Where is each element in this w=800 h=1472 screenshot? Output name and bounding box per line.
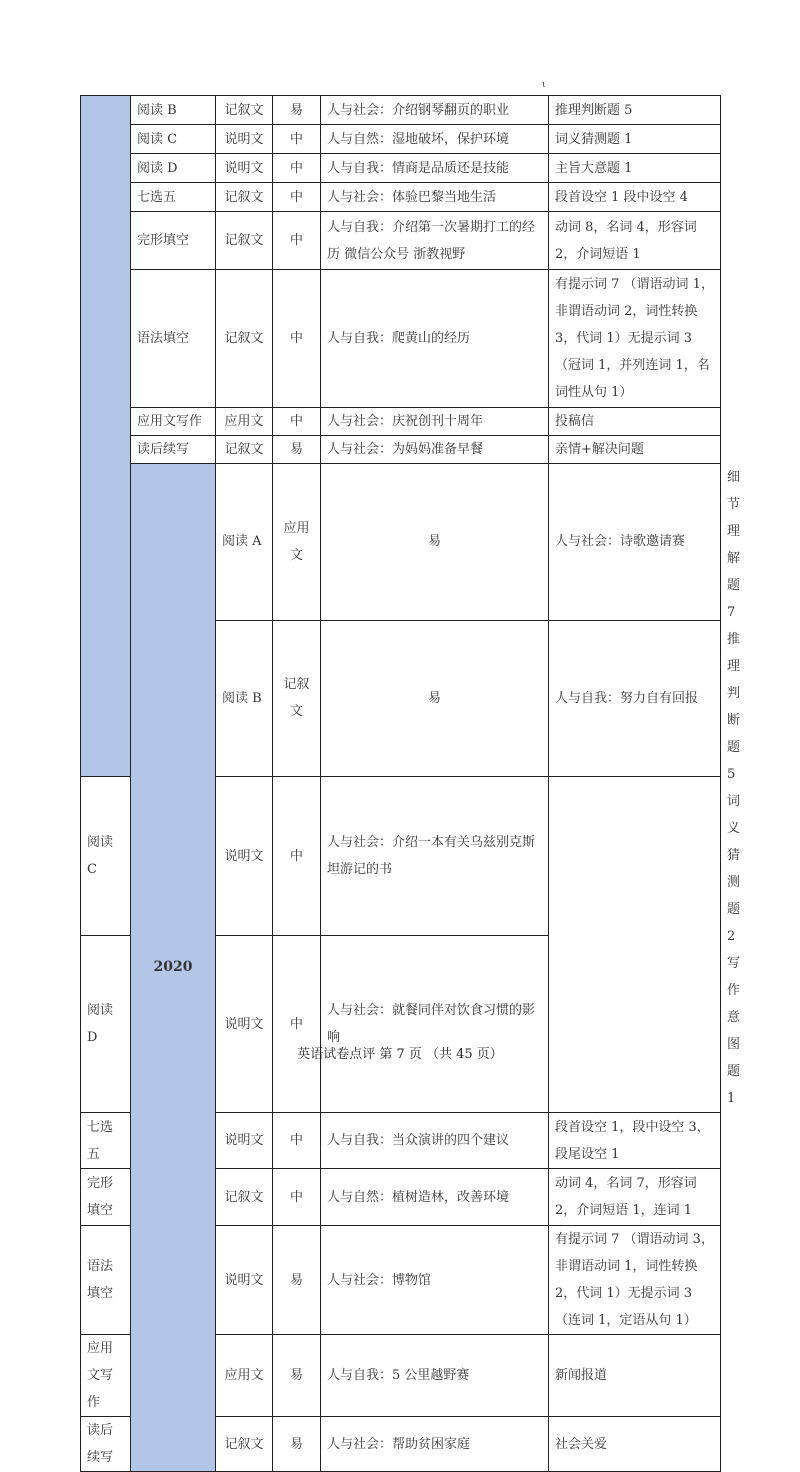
genre-cell: 记叙文 (216, 183, 273, 212)
table-row (81, 154, 721, 183)
difficulty-cell: 中 (273, 1113, 321, 1169)
notes-cell: 词义猜测题 1 (549, 125, 721, 154)
theme-cell: 人与社会：庆祝创刊十周年 (321, 408, 549, 436)
theme-cell: 人与社会：帮助贫困家庭 (321, 1417, 549, 1472)
task-cell: 阅读 A (216, 464, 273, 621)
genre-cell: 记叙文 (216, 96, 273, 125)
notes-cell: 有提示词 7 （谓语动词 1，非谓语动词 2，词性转换 3，代词 1）无提示词 3（冠词 1，并列连词 1，名词性从句 1） (549, 270, 721, 408)
task-cell: 阅读 B (216, 620, 273, 777)
theme-cell: 人与自然：植树造林，改善环境 (321, 1169, 549, 1226)
difficulty-cell: 易 (273, 1417, 321, 1472)
difficulty-cell: 易 (273, 96, 321, 125)
theme-cell: 人与社会：体验巴黎当地生活 (321, 183, 549, 212)
table-row (81, 125, 721, 154)
theme-cell: 人与社会：介绍钢琴翻页的职业 (321, 96, 549, 125)
task-cell: 读后续写 (81, 1417, 131, 1472)
notes-cell: 有提示词 7 （谓语动词 3，非谓语动词 1，词性转换 2，代词 1）无提示词 3（连词 1，定语从句 1） (549, 1226, 721, 1335)
theme-cell: 人与自我：介绍第一次暑期打工的经历 微信公众号 浙教视野 (321, 212, 549, 270)
genre-cell: 记叙文 (273, 620, 321, 777)
table-row: 2020 阅读 A 应用文 易 人与社会：诗歌邀请赛 细节理解题 7 推理判断题 5 词义猜测题 2 写作意图题 1 (81, 464, 721, 621)
table-row (81, 212, 721, 270)
task-cell: 七选五 (131, 183, 216, 212)
notes-cell: 投稿信 (549, 408, 721, 436)
theme-cell: 人与自我：爬黄山的经历 (321, 270, 549, 408)
year-cell (81, 96, 131, 777)
difficulty-cell: 中 (273, 777, 321, 936)
notes-cell: 社会关爱 (549, 1417, 721, 1472)
year-cell: 2020 (131, 464, 216, 1472)
task-cell: 阅读 B (131, 96, 216, 125)
difficulty-cell: 中 (273, 936, 321, 1113)
task-cell: 阅读 D (81, 936, 131, 1113)
theme-cell: 人与自我：5 公里越野赛 (321, 1335, 549, 1417)
task-cell: 语法填空 (81, 1226, 131, 1335)
difficulty-cell: 中 (273, 183, 321, 212)
page-mark: ι (542, 80, 546, 90)
task-cell: 语法填空 (131, 270, 216, 408)
difficulty-cell: 易 (273, 1335, 321, 1417)
table-row (81, 183, 721, 212)
difficulty-cell: 中 (273, 270, 321, 408)
genre-cell: 说明文 (216, 125, 273, 154)
theme-cell: 人与自我：情商是品质还是技能 (321, 154, 549, 183)
genre-cell: 说明文 (216, 936, 273, 1113)
genre-cell: 说明文 (216, 1113, 273, 1169)
task-cell: 应用文写作 (131, 408, 216, 436)
table-row (81, 96, 721, 125)
genre-cell: 记叙文 (216, 436, 273, 464)
notes-cell: 段首设空 1 段中设空 4 (549, 183, 721, 212)
difficulty-cell: 易 (273, 436, 321, 464)
task-cell: 完形填空 (81, 1169, 131, 1226)
difficulty-cell: 易 (273, 1226, 321, 1335)
task-cell: 应用文写作 (81, 1335, 131, 1417)
difficulty-cell: 中 (273, 408, 321, 436)
notes-cell: 亲情+解决问题 (549, 436, 721, 464)
theme-cell: 人与自我：当众演讲的四个建议 (321, 1113, 549, 1169)
task-cell: 阅读 C (81, 777, 131, 936)
theme-cell: 人与自然：湿地破坏，保护环境 (321, 125, 549, 154)
theme-cell: 人与社会：就餐同伴对饮食习惯的影响 (321, 936, 549, 1113)
difficulty-cell: 中 (273, 154, 321, 183)
genre-cell: 应用文 (216, 1335, 273, 1417)
task-cell: 阅读 C (131, 125, 216, 154)
page-footer: 英语试卷点评 第 7 页 （共 45 页） (297, 1047, 503, 1062)
difficulty-cell: 易 (321, 464, 549, 621)
genre-cell: 记叙文 (216, 1169, 273, 1226)
notes-cell: 主旨大意题 1 (549, 154, 721, 183)
task-cell: 完形填空 (131, 212, 216, 270)
genre-cell: 应用文 (273, 464, 321, 621)
notes-cell: 段首设空 1，段中设空 3，段尾设空 1 (549, 1113, 721, 1169)
task-cell: 读后续写 (131, 436, 216, 464)
difficulty-cell: 中 (273, 212, 321, 270)
notes-cell: 动词 8，名词 4，形容词 2，介词短语 1 (549, 212, 721, 270)
genre-cell: 记叙文 (216, 1417, 273, 1472)
theme-cell: 人与自我：努力自有回报 (549, 620, 721, 777)
exam-analysis-table (80, 95, 741, 1472)
genre-cell: 记叙文 (216, 270, 273, 408)
genre-cell: 说明文 (216, 1226, 273, 1335)
task-cell: 七选五 (81, 1113, 131, 1169)
difficulty-cell: 中 (273, 125, 321, 154)
table-row (81, 270, 721, 408)
genre-cell: 说明文 (216, 154, 273, 183)
notes-cell: 推理判断题 5 (549, 96, 721, 125)
notes-cell: 新闻报道 (549, 1335, 721, 1417)
table-row (81, 408, 721, 436)
difficulty-cell: 中 (273, 1169, 321, 1226)
notes-cell: 动词 4，名词 7，形容词 2，介词短语 1，连词 1 (549, 1169, 721, 1226)
difficulty-cell: 易 (321, 620, 549, 777)
theme-cell: 人与社会：为妈妈准备早餐 (321, 436, 549, 464)
genre-cell: 说明文 (216, 777, 273, 936)
theme-cell: 人与社会：介绍一本有关乌兹别克斯坦游记的书 (321, 777, 549, 936)
table-row (81, 436, 721, 464)
genre-cell: 应用文 (216, 408, 273, 436)
task-cell: 阅读 D (131, 154, 216, 183)
genre-cell: 记叙文 (216, 212, 273, 270)
theme-cell: 人与社会：诗歌邀请赛 (549, 464, 721, 621)
theme-cell: 人与社会：博物馆 (321, 1226, 549, 1335)
